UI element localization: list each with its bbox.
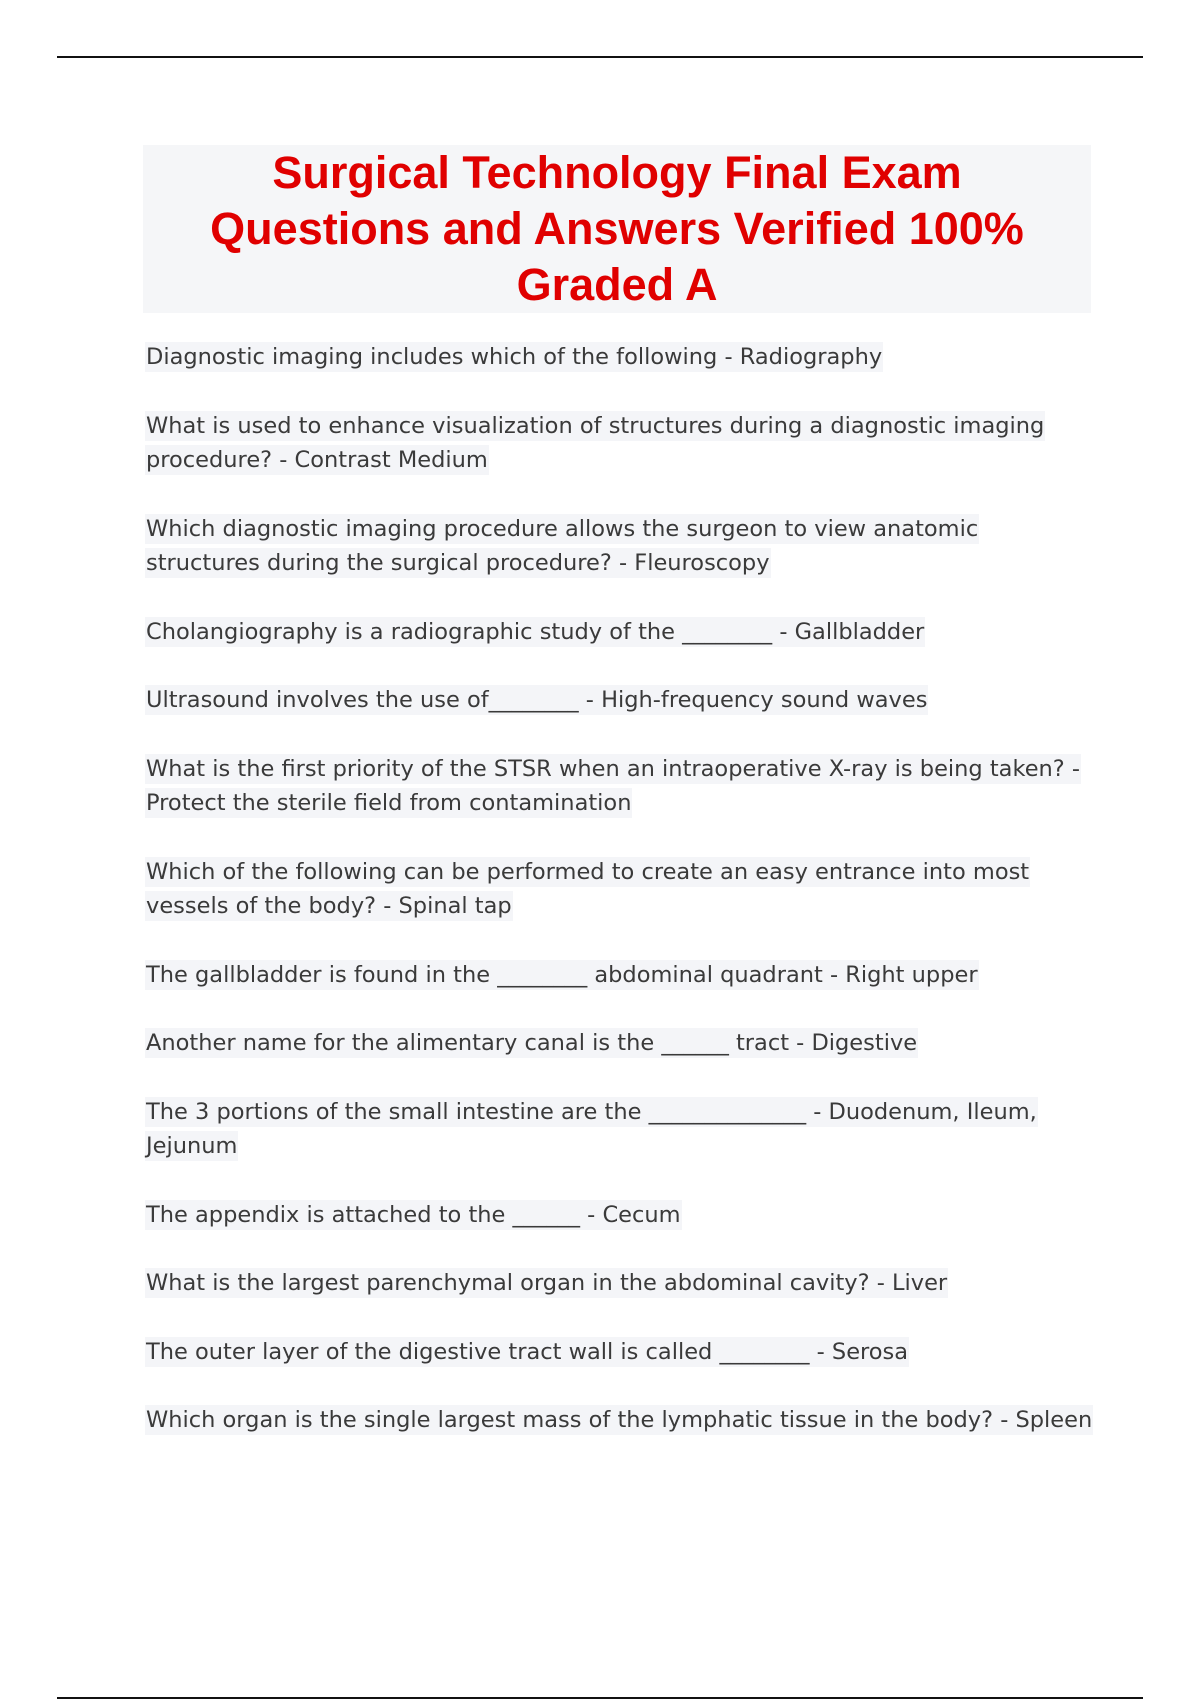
qa-text: The outer layer of the digestive tract wall is called ________ - Serosa bbox=[146, 1338, 909, 1365]
qa-item bbox=[145, 1198, 1095, 1233]
qa-item bbox=[145, 855, 1095, 924]
qa-item bbox=[145, 958, 1095, 993]
qa-text: What is used to enhance visualization of structures during a diagnostic imaging procedure? - Contrast Medium bbox=[146, 412, 1045, 473]
qa-text: Diagnostic imaging includes which of the following - Radiography bbox=[146, 344, 883, 370]
qa-list bbox=[145, 340, 1095, 1438]
qa-text: The appendix is attached to the ______ - Cecum bbox=[146, 1201, 681, 1228]
qa-text: Which of the following can be performed to create an easy entrance into most vessels of the body? - Spinal tap bbox=[146, 858, 1030, 919]
top-divider bbox=[57, 56, 1143, 58]
qa-text: The gallbladder is found in the ________ abdominal quadrant - Right upper bbox=[146, 961, 978, 988]
qa-item bbox=[145, 1095, 1095, 1164]
qa-item bbox=[145, 615, 1095, 650]
qa-item bbox=[145, 409, 1095, 478]
qa-text: Which organ is the single largest mass of the lymphatic tissue in the body? - Spleen bbox=[146, 1407, 1093, 1433]
qa-item bbox=[145, 1266, 1095, 1301]
qa-text: Another name for the alimentary canal is the ______ tract - Digestive bbox=[146, 1030, 918, 1056]
qa-item bbox=[145, 1403, 1095, 1438]
bottom-divider bbox=[57, 1697, 1143, 1699]
qa-text: The 3 portions of the small intestine are the ______________ - Duodenum, Ileum, Jejunum bbox=[146, 1098, 1037, 1159]
qa-item bbox=[145, 1026, 1095, 1061]
qa-text: Which diagnostic imaging procedure allows the surgeon to view anatomic structures during the surgical procedure? - Fleuroscopy bbox=[146, 515, 979, 576]
qa-item bbox=[145, 340, 1095, 375]
qa-text: What is the first priority of the STSR when an intraoperative X-ray is being taken? - Protect the sterile field from contamination bbox=[146, 755, 1081, 816]
qa-item bbox=[145, 1335, 1095, 1370]
qa-text: Cholangiography is a radiographic study of the ________ - Gallbladder bbox=[146, 618, 925, 645]
qa-text: Ultrasound involves the use of________ - High-frequency sound waves bbox=[146, 687, 928, 713]
qa-item bbox=[145, 512, 1095, 581]
qa-text: What is the largest parenchymal organ in the abdominal cavity? - Liver bbox=[146, 1270, 948, 1296]
document-title: Surgical Technology Final Exam Questions and Answers Verified 100% Graded A bbox=[210, 147, 1024, 310]
qa-item bbox=[145, 683, 1095, 718]
title-banner bbox=[143, 145, 1091, 313]
qa-item bbox=[145, 752, 1095, 821]
